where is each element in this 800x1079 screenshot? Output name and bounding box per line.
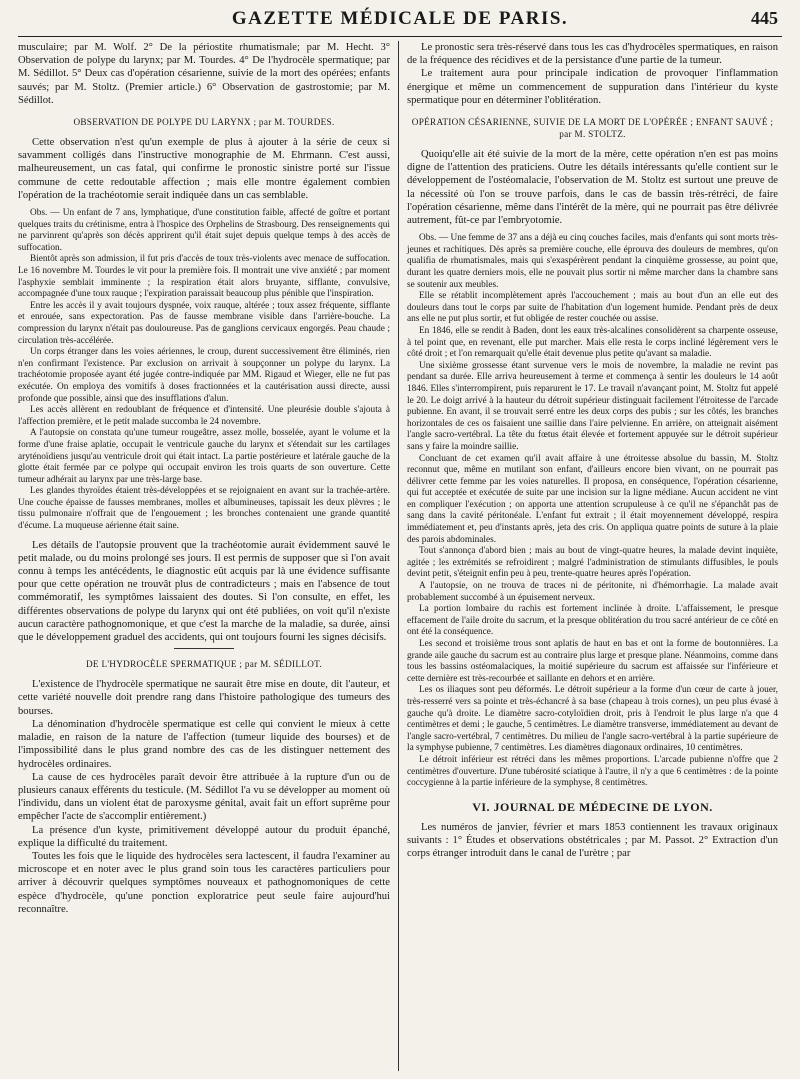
paragraph: L'existence de l'hydrocèle spermatique ne saurait être mise en doute, dit l'auteur, et cette variété nouvelle doit prendre rang dans l'histoire pathologique des tumeurs des bourses.: [18, 679, 390, 717]
page-header: [18, 8, 782, 37]
observation-paragraph: Elle se rétablit incomplètement après l'accouchement ; mais au bout d'un an elle eut des douleurs dans tout le corps par suite de l'habitation d'un logement humide. Pendant près de deux ans elle ne put plus sortir, et fut obligée de rester couchée ou assise.: [407, 291, 778, 325]
paragraph: Quoiqu'elle ait été suivie de la mort de la mère, cette opération n'en est pas moins digne de l'attention des praticiens. Outre les détails intéressants qu'elle contient sur le développement de l'ostéomalacie, l'observation de M. Stoltz est surtout une preuve de la nécessité où l'on se trouve parfois, dans le cas de bassin très-rétréci, de faire l'opération césarienne, même dans l'intérêt de la mère, qui ne pourrait pas être délivrée autrement, fût-ce par l'embryotomie.: [407, 149, 778, 227]
observation-paragraph: Les os iliaques sont peu déformés. Le détroit supérieur a la forme d'un cœur de carte à jouer, très-resserré vers sa pointe et très-échancré à sa base (chapeau à trois cornes), un peu plus évasé à gauche qu'à droite. Le diamètre sacro-cotyloïdien droit, pris à l'endroit le plus large n'a que 4 centimètres et demi ; le gauche, 5 centimètres. Le diamètre transverse, immédiatement au devant de l'angle sacro-vertébral, 7 centimètres. Du milieu de l'angle sacro-vertébral à la partie supérieure de la symphyse pubienne, 7 centimètres. Les diamètres diagonaux ordinaires, 10 centimètres.: [407, 685, 778, 754]
paragraph: Le traitement aura pour principale indication de provoquer l'inflammation énergique et même un commencement de suppuration dans l'intérieur du kyste spermatique pour en déterminer l'oblitération.: [407, 68, 778, 106]
observation-paragraph: En 1846, elle se rendit à Baden, dont les eaux très-alcalines consolidèrent sa charpente osseuse, à tel point que, en revenant, elle put marcher. Mais elle resta le corps incliné légèrement vers le côté droit ; et l'on remarquait qu'elle était devenue plus petite qu'avant sa maladie.: [407, 325, 778, 360]
observation-paragraph: Les glandes thyroïdes étaient très-développées et se rejoignaient en avant sur la trachée-artère. Une couche épaisse de fausses membranes, molles et albumineuses, tapissait les deux plèvres ; le tissu pulmonaire n'offrait que de l'engouement ; les bronches contenaient une grande quantité d'écume. La muqueuse aérienne était saine.: [18, 486, 390, 532]
observation-paragraph: Concluant de cet examen qu'il avait affaire à une étroitesse absolue du bassin, M. Stoltz reconnut que, même en mutilant son enfant, d'ailleurs encore bien vivant, on ne pourrait pas délivrer cette femme par les voies naturelles. Il proposa, en conséquence, l'opération césarienne, qui fut acceptée et exécutée de suite par une incision sur la ligne médiane. Aucun accident ne vint en compliquer l'exécution ; on apporta une attention scrupuleuse à ce qu'il ne s'épanchât pas de sang dans la cavité péritonéale. L'enfant fut extrait ; il était moyennement développé, respira immédiatement et, peu d'instants après, jeta des cris. On appliqua quatre points de suture à la plaie des parois abdominales.: [407, 453, 778, 545]
right-column: [398, 41, 778, 1071]
divider: [174, 648, 234, 649]
journal-masthead: GAZETTE MÉDICALE DE PARIS.: [231, 8, 569, 29]
observation-paragraph: A l'autopsie on constata qu'une tumeur rougeâtre, assez molle, bosselée, ayant le volume et la forme d'une fraise aplatie, occupait le ventricule gauche du larynx et s'étendait sur les cartilages aryténoïdiens jusqu'au ventricule droit qui était intact. La partie postérieure et latérale gauche de la glotte était fermée par ce polype qui occupait environ les trois quarts de son ouverture. Cette tumeur adhérait au larynx par une très-large base.: [18, 428, 390, 485]
observation-paragraph: Entre les accès il y avait toujours dyspnée, voix rauque, altérée ; toux assez fréquente, sifflante et enrouée, sans expectoration. Pas de fausse membrane visible dans l'arrière-bouche. La compression du larynx n'était pas douloureuse. Pas de ganglions cervicaux engorgés. Peau chaude ; circulation très-accélérée.: [18, 300, 390, 346]
section-title-polype: OBSERVATION DE POLYPE DU LARYNX ; par M. TOURDES.: [73, 117, 335, 128]
section-title-hydrocele: DE L'HYDROCÈLE SPERMATIQUE ; par M. SÉDILLOT.: [86, 659, 322, 670]
observation-paragraph: A l'autopsie, on ne trouva de traces ni de péritonite, ni d'hémorrhagie. La malade avait probablement succombé à un épuisement nerveux.: [407, 581, 778, 603]
observation-paragraph: Obs. — Une femme de 37 ans a déjà eu cinq couches faciles, mais d'enfants qui sont morts très-jeunes et rachitiques. Dès après sa première couche, elle éprouva des douleurs de membres, qu'on qualifia de rhumatismales, mais qui s'exaspérèrent pendant la cinquième grossesse, au point que, durant les quatre derniers mois, elle ne pouvait plus sortir ni même marcher dans la chambre sans se soutenir aux meubles.: [407, 233, 778, 290]
paragraph: Les détails de l'autopsie prouvent que la trachéotomie aurait évidemment sauvé le petit malade, ou du moins prolongé ses jours. Il est permis de supposer que si l'on avait connu à temps les antécédents, le diagnostic eût acquis par là une évidence suffisante pour que cette opération ne trouvât plus de contradicteurs ; mais en l'absence de tout commémoratif, les symptômes laissaient des doutes. Si l'on consulte, en effet, les différentes observations de polype du larynx qui ont été publiées, on voit qu'il n'existe aucun caractère pathognomonique, et que c'est la marche de la maladie, sa durée, ainsi que le développement graduel des accidents, qui ont toujours fourni les signes décisifs.: [18, 539, 390, 644]
observation-paragraph: Les accès allèrent en redoublant de fréquence et d'intensité. Une pleurésie double s'ajouta à l'affection première, et le petit malade succomba le 24 novembre.: [18, 405, 390, 427]
paragraph: Toutes les fois que le liquide des hydrocèles sera lactescent, il faudra l'examiner au microscope et en noter avec le plus grand soin tous les caractères particuliers pour arriver à découvrir quelques symptômes nouveaux et pathognomoniques de cette espèce d'hydrocèle, qu'une ponction exploratrice peut seule faire aujourd'hui reconnaître.: [18, 850, 390, 915]
section-title-line: OPÉRATION CÉSARIENNE, SUIVIE DE LA MORT DE L'OPÉRÉE ; ENFANT SAUVÉ ;: [411, 117, 774, 128]
section-title-cesarienne: [407, 116, 778, 140]
page-number: 445: [751, 8, 778, 28]
intro-list: musculaire; par M. Wolf. 2° De la périostite rhumatismale; par M. Hecht. 3° Observation de polype du larynx; par M. Tourdes. 4° De l'hydrocèle spermatique; par M. Sédillot. 5° Deux cas d'opération césarienne, suivie de la mort des opérées; enfants sauvés; par M. Stoltz. (Premier article.) 6° Observation de gastrostomie; par M. Sédillot.: [18, 42, 390, 106]
observation-paragraph: La portion lombaire du rachis est fortement inclinée à droite. L'affaissement, le presque effacement de l'aile droite du sacrum, et la presque oblitération du trou sacré antérieur de ce côté en ont été la conséquence.: [407, 604, 778, 638]
observation-paragraph: Tout s'annonça d'abord bien ; mais au bout de vingt-quatre heures, la malade devint inquiète, agitée ; les extrémités se refroidirent ; malgré l'administration de stimulants diffusibles, le pouls devint petit, s'éteignit enfin peu à peu, trente-quatre heures après l'opération.: [407, 546, 778, 580]
paragraph: La présence d'un kyste, primitivement développé autour du produit épanché, explique la difficulté du traitement.: [18, 824, 390, 849]
observation-paragraph: Le détroit inférieur est rétréci dans les mêmes proportions. L'arcade pubienne n'offre que 2 centimètres d'ouverture. D'une tubérosité sciatique à l'autre, il n'y a que 6 centimètres : de la pointe coccygienne à la partie inférieure de la symphyse, 8 centimètres.: [407, 754, 778, 789]
paragraph: Les numéros de janvier, février et mars 1853 contiennent les travaux originaux suivants : 1° Études et observations obstétricales ; par M. Passot. 2° Extraction d'un corps étranger introduit dans le canal de l'urètre ; par: [407, 821, 778, 860]
paragraph: La cause de ces hydrocèles paraît devoir être attribuée à la rupture d'un ou de plusieurs canaux efférents du testicule. (M. Sédillot l'a vu se développer au moment où l'individu, dans un violent état de paroxysme génital, avait fait un effort suprême pour empêcher l'acte de s'accomplir entièrement.): [18, 771, 390, 823]
paragraph: Le pronostic sera très-réservé dans tous les cas d'hydrocèles spermatiques, en raison de la fréquence des récidives et de la persistance d'une partie de la tumeur.: [407, 42, 778, 67]
observation-paragraph: Bientôt après son admission, il fut pris d'accès de toux très-violents avec menace de suffocation. Le 16 novembre M. Tourdes le vit pour la première fois. Il montrait une vive anxiété ; par moment l'asphyxie semblait imminente ; la respiration était alors bruyante, sifflante, convulsive, accompagnée d'une toux rauque ; l'expiration paraissait beaucoup plus pénible que l'inspiration.: [18, 254, 390, 300]
observation-paragraph: Un corps étranger dans les voies aériennes, le croup, durent successivement être éliminés, rien n'en confirmant l'existence. Par exclusion on arrivait à soupçonner un polype du larynx. La trachéotomie proposée ayant été jugée contre-indiquée par MM. Rigaud et Wieger, elle ne fut pas exécutée. On employa des vomitifs à doses fractionnées et la cautérisation aussi directe, aussi profonde que possible, ainsi que des insufflations d'alun.: [18, 347, 390, 404]
columns: [18, 41, 782, 1071]
section-title-journal: VI. JOURNAL DE MÉDECINE DE LYON.: [472, 799, 713, 814]
observation-paragraph: Une sixième grossesse étant survenue vers le mois de novembre, la maladie ne revint pas pendant sa durée. Elle arriva heureusement à terme et commença à sentir les douleurs le 14 août 1846. Elles s'interrompirent, puis reparurent le 17. Le travail n'avançant point, M. Stoltz fut appelé le 20. Le doigt arrivé à la hauteur du détroit supérieur distinguait facilement l'étroitesse de l'arcade pubienne. En avant, il se trouvait serré entre les deux corps des pubis ; sur les côtés, les branches horizontales de ces os faisaient une saillie dans l'aire pelvienne. En arrière, on atteignait aisément l'angle sacro-vertébral. La tête du fœtus était élevée et fortement appuyée sur le détroit supérieur sans y faire la moindre saillie.: [407, 360, 778, 452]
observation-paragraph: Les second et troisième trous sont aplatis de haut en bas et ont la forme de boutonnières. La grande aile gauche du sacrum est au contraire plus large et presque plane. Néanmoins, comme dans tous les bassins ostéomalaciques, la moitié supérieure du sacrum est affaissée sur l'inférieure et cette dernière est très-recourbée et saillante en dehors et en arrière.: [407, 639, 778, 684]
left-column: [18, 41, 398, 1071]
section-author-line: par M. STOLTZ.: [559, 129, 626, 140]
observation-paragraph: Obs. — Un enfant de 7 ans, lymphatique, d'une constitution faible, affecté de goître et portant quelques traits du crétinisme, entra à l'hospice des Orphelins de Strasbourg. Des renseignements qui ne parvinrent qu'après son décès apprirent qu'il était sujet depuis quelque temps à des accès de suffocation.: [18, 208, 390, 253]
paragraph: Cette observation n'est qu'un exemple de plus à ajouter à la série de ceux si savamment colligés dans l'instructive monographie de M. Ehrmann. C'est aussi, malheureusement, un cas fatal, qui confirme le pronostic sinistre porté sur l'issue commune de cette redoutable affection ; mais elle montre également combien l'opération de la trachéotomie serait indiquée dans un cas semblable.: [18, 137, 390, 201]
paragraph: La dénomination d'hydrocèle spermatique est celle qui convient le mieux à cette maladie, en raison de la nature de l'affection (tumeur liquide des bourses) et de l'impossibilité dans le plus grand nombre des cas de les distinguer nettement des hydrocèles ordinaires.: [18, 718, 390, 770]
